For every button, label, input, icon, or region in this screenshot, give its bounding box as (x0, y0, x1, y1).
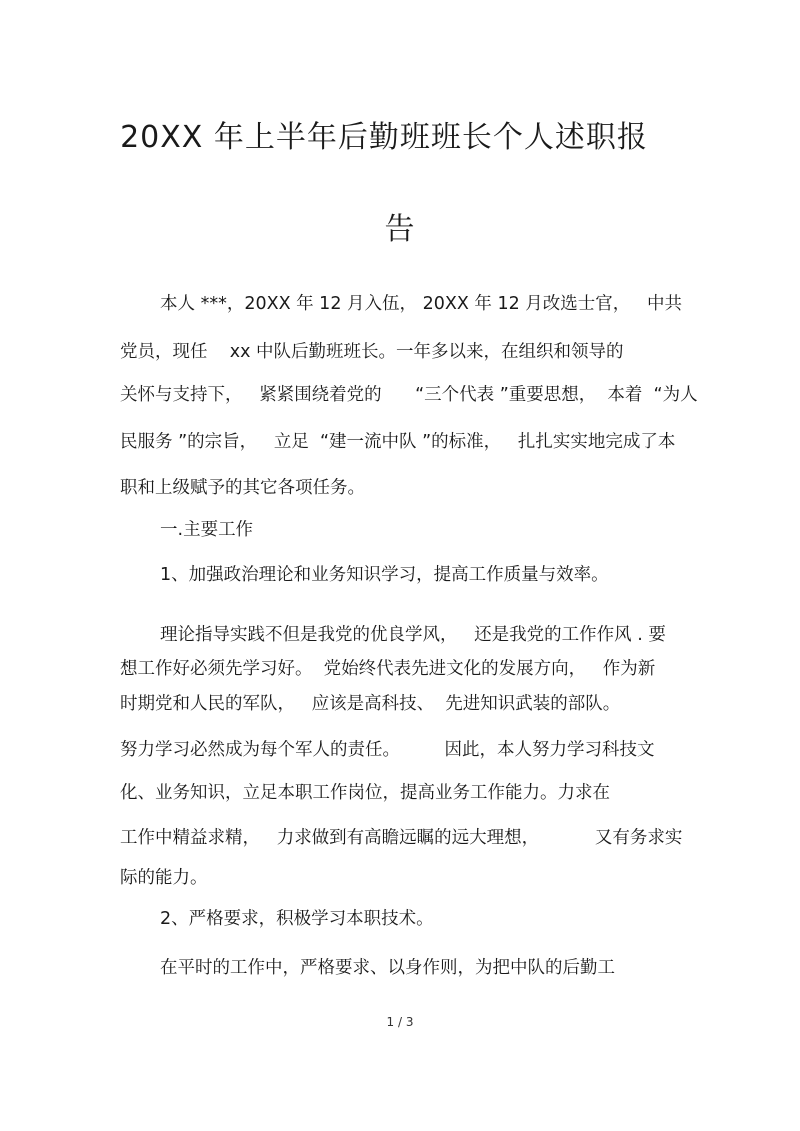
paragraph-2-line-2: 想工作好必须先学习好。 党始终代表先进文化的发展方向， 作为新 (120, 659, 656, 679)
document-title-line-2: 告 (384, 212, 416, 247)
paragraph-2-line-4: 努力学习必然成为每个军人的责任。 因此，本人努力学习科技文 (120, 740, 655, 760)
paragraph-2-line-5: 化、业务知识，立足本职工作岗位，提高业务工作能力。力求在 (120, 783, 610, 803)
paragraph-2-line-1: 理论指导实践不但是我党的优良学风， 还是我党的工作作风 . 要 (160, 625, 666, 645)
paragraph-1-line-3: 关怀与支持下， 紧紧围绕着党的 “三个代表 ”重要思想， 本着 “为人 (120, 385, 698, 405)
paragraph-1-line-4: 民服务 ”的宗旨， 立足 “建一流中队 ”的标准， 扎扎实实地完成了本 (120, 432, 676, 452)
subsection-heading-2: 2、严格要求，积极学习本职技术。 (160, 909, 434, 929)
paragraph-2-line-3: 时期党和人民的军队， 应该是高科技、 先进知识武装的部队。 (120, 694, 621, 714)
document-title-line-1: 20XX 年上半年后勤班班长个人述职报 (120, 120, 648, 155)
page-number: 1 / 3 (386, 1015, 414, 1029)
paragraph-3-line-1: 在平时的工作中，严格要求、以身作则，为把中队的后勤工 (160, 958, 615, 978)
subsection-heading-1: 1、加强政治理论和业务知识学习，提高工作质量与效率。 (160, 565, 609, 585)
section-heading-main-work: 一.主要工作 (160, 520, 254, 540)
paragraph-2-line-7: 际的能力。 (120, 868, 208, 888)
paragraph-1-line-1: 本人 ***，20XX 年 12 月入伍， 20XX 年 12 月改选士官， 中共 (160, 294, 682, 314)
paragraph-1-line-5: 职和上级赋予的其它各项任务。 (120, 478, 365, 498)
paragraph-2-line-6: 工作中精益求精， 力求做到有高瞻远瞩的远大理想， 又有务求实 (120, 828, 683, 848)
paragraph-1-line-2: 党员，现任 xx 中队后勤班班长。一年多以来，在组织和领导的 (120, 342, 624, 362)
